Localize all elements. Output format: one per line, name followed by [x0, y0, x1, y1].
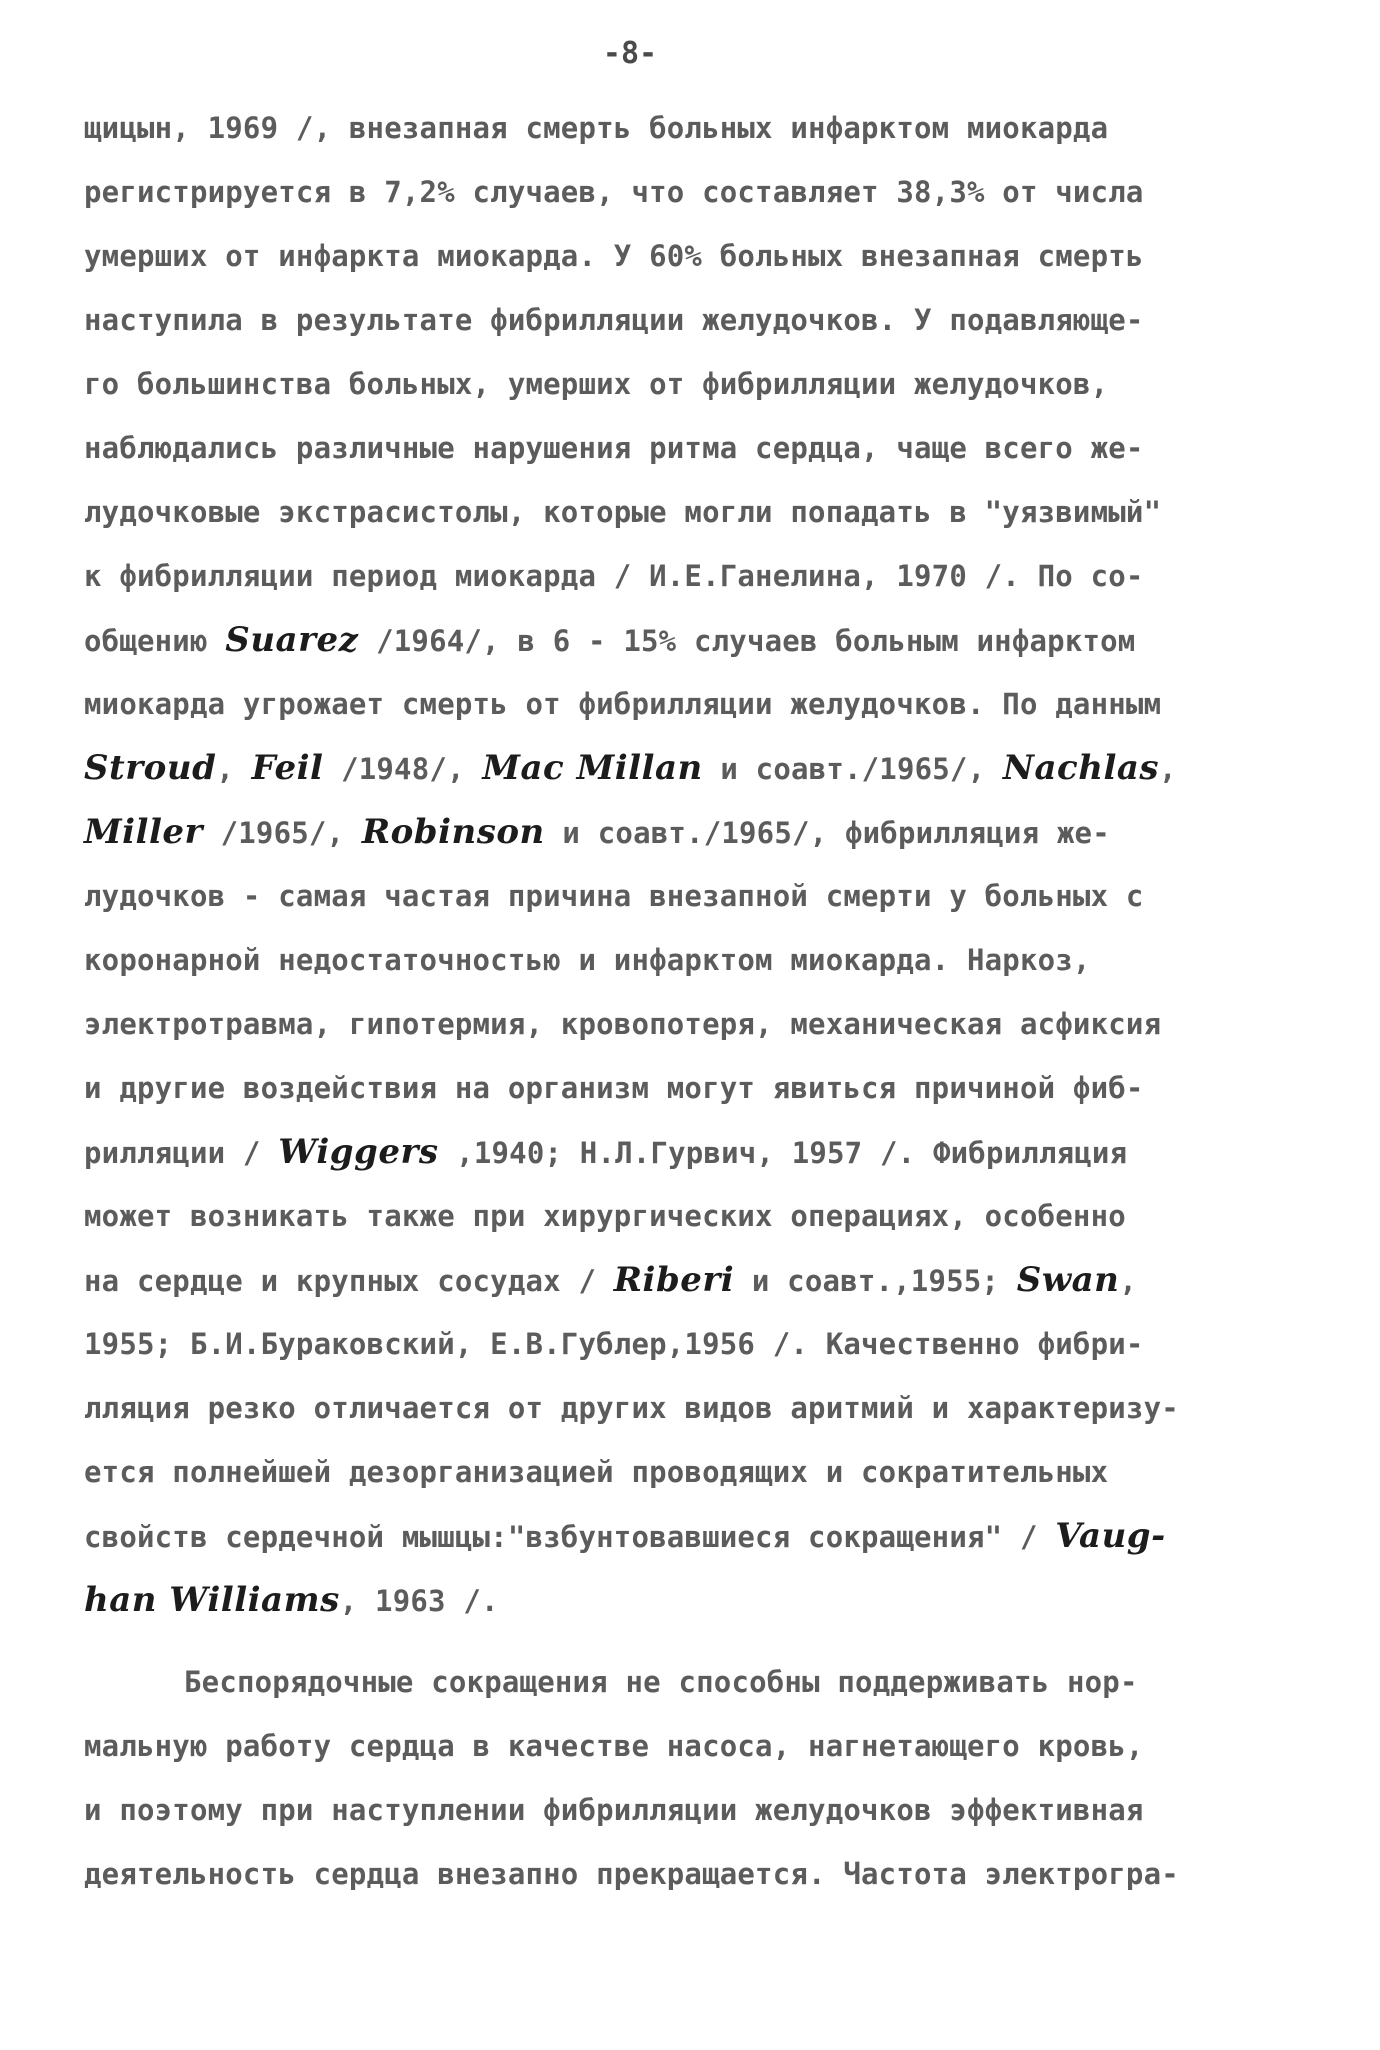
- typed-text: мальную работу сердца в качестве насоса, нагнетающего кровь,: [84, 1729, 1144, 1763]
- typed-text: умерших от инфаркта миокарда. У 60% больных внезапная смерть: [84, 239, 1144, 273]
- handwritten-name: Vaug-: [1055, 1516, 1166, 1556]
- typed-text: лляция резко отличается от других видов аритмий и характеризу-: [84, 1391, 1179, 1425]
- text-line: [84, 992, 1334, 1056]
- typed-text: коронарной недостаточностью и инфарктом миокарда. Наркоз,: [84, 943, 1091, 977]
- typed-text: ,: [1119, 1264, 1138, 1298]
- typed-text: ,: [216, 752, 252, 786]
- typed-text: может возникать также при хирургических операциях, особенно: [84, 1199, 1126, 1233]
- text-line: [84, 800, 1334, 864]
- typed-text: рилляции /: [84, 1136, 279, 1170]
- text-line: [84, 1650, 1334, 1714]
- typed-text: Беспорядочные сокращения не способны поддерживать нор-: [184, 1665, 1138, 1699]
- typed-text: и поэтому при наступлении фибрилляции желудочков эффективная: [84, 1793, 1144, 1827]
- text-line: [84, 1312, 1334, 1376]
- typed-text: /1948/,: [323, 752, 483, 786]
- text-line: [84, 1842, 1334, 1906]
- body-text: [84, 96, 1334, 1906]
- typed-text: 1955; Б.И.Бураковский, Е.В.Гублер,1956 /. Качественно фибри-: [84, 1327, 1144, 1361]
- typed-text: наступила в результате фибрилляции желудочков. У подавляюще-: [84, 303, 1144, 337]
- typed-text: деятельность сердца внезапно прекращается. Частота электрогра-: [84, 1857, 1179, 1891]
- typed-text: и соавт./1965/,: [702, 752, 1003, 786]
- typed-text: и соавт./1965/, фибрилляция же-: [544, 816, 1110, 850]
- handwritten-name: Miller: [84, 812, 203, 852]
- typed-text: и соавт.,1955;: [734, 1264, 1017, 1298]
- typed-text: лудочков - самая частая причина внезапной смерти у больных с: [84, 879, 1144, 913]
- text-line: [84, 1778, 1334, 1842]
- handwritten-name: Riberi: [613, 1260, 735, 1300]
- text-line: [84, 1568, 1334, 1632]
- typed-text: наблюдались различные нарушения ритма сердца, чаще всего же-: [84, 431, 1144, 465]
- typed-text: лудочковые экстрасистолы, которые могли попадать в "уязвимый": [84, 495, 1162, 529]
- text-line: [84, 480, 1334, 544]
- text-line: [84, 160, 1334, 224]
- typed-text: /1965/,: [202, 816, 362, 850]
- handwritten-name: Swan: [1016, 1260, 1120, 1300]
- typed-text: щицын, 1969 /, внезапная смерть больных инфарктом миокарда: [84, 111, 1109, 145]
- handwritten-name: Nachlas: [1002, 748, 1160, 788]
- typed-text: , 1963 /.: [339, 1584, 499, 1618]
- typed-text: /1964/, в 6 - 15% случаев больным инфарктом: [358, 624, 1136, 658]
- handwritten-name: Feil: [251, 748, 324, 788]
- typed-text: к фибрилляции период миокарда / И.Е.Ганелина, 1970 /. По со-: [84, 559, 1144, 593]
- typed-text: свойств сердечной мышцы:"взбунтовавшиеся сокращения" /: [84, 1520, 1056, 1554]
- typed-text: ,: [1159, 752, 1177, 786]
- handwritten-name: Mac Millan: [482, 748, 703, 788]
- text-line: [84, 224, 1334, 288]
- text-line: [84, 352, 1334, 416]
- typed-text: ,1940; Н.Л.Гурвич, 1957 /. Фибрилляция: [438, 1136, 1128, 1170]
- text-line: [84, 1504, 1334, 1568]
- text-line: [84, 736, 1334, 800]
- handwritten-name: Wiggers: [278, 1132, 439, 1172]
- text-line: [84, 608, 1334, 672]
- handwritten-name: Robinson: [361, 812, 545, 852]
- text-line: [84, 864, 1334, 928]
- typed-text: общению: [84, 624, 226, 658]
- text-line: [84, 1184, 1334, 1248]
- text-line: [84, 288, 1334, 352]
- text-line: [84, 1376, 1334, 1440]
- text-line: [84, 1248, 1334, 1312]
- text-line: [84, 928, 1334, 992]
- text-line: [84, 1440, 1334, 1504]
- typed-text: ется полнейшей дезорганизацией проводящих и сократительных: [84, 1455, 1109, 1489]
- typed-text: электротравма, гипотермия, кровопотеря, механическая асфиксия: [84, 1007, 1162, 1041]
- text-line: [84, 1714, 1334, 1778]
- text-line: [84, 96, 1334, 160]
- handwritten-name: Suarez: [225, 620, 359, 660]
- handwritten-name: han Williams: [84, 1580, 340, 1620]
- handwritten-name: Stroud: [84, 748, 217, 788]
- text-line: [84, 544, 1334, 608]
- typed-text: регистрируется в 7,2% случаев, что составляет 38,3% от числа: [84, 175, 1144, 209]
- text-line: [84, 1056, 1334, 1120]
- typed-text: на сердце и крупных сосудах /: [84, 1264, 614, 1298]
- page-number: -8-: [602, 36, 658, 71]
- text-line: [84, 1120, 1334, 1184]
- typed-text: миокарда угрожает смерть от фибрилляции желудочков. По данным: [84, 687, 1162, 721]
- text-line: [84, 672, 1334, 736]
- typed-text: и другие воздействия на организм могут явиться причиной фиб-: [84, 1071, 1144, 1105]
- text-line: [84, 416, 1334, 480]
- typed-text: го большинства больных, умерших от фибрилляции желудочков,: [84, 367, 1109, 401]
